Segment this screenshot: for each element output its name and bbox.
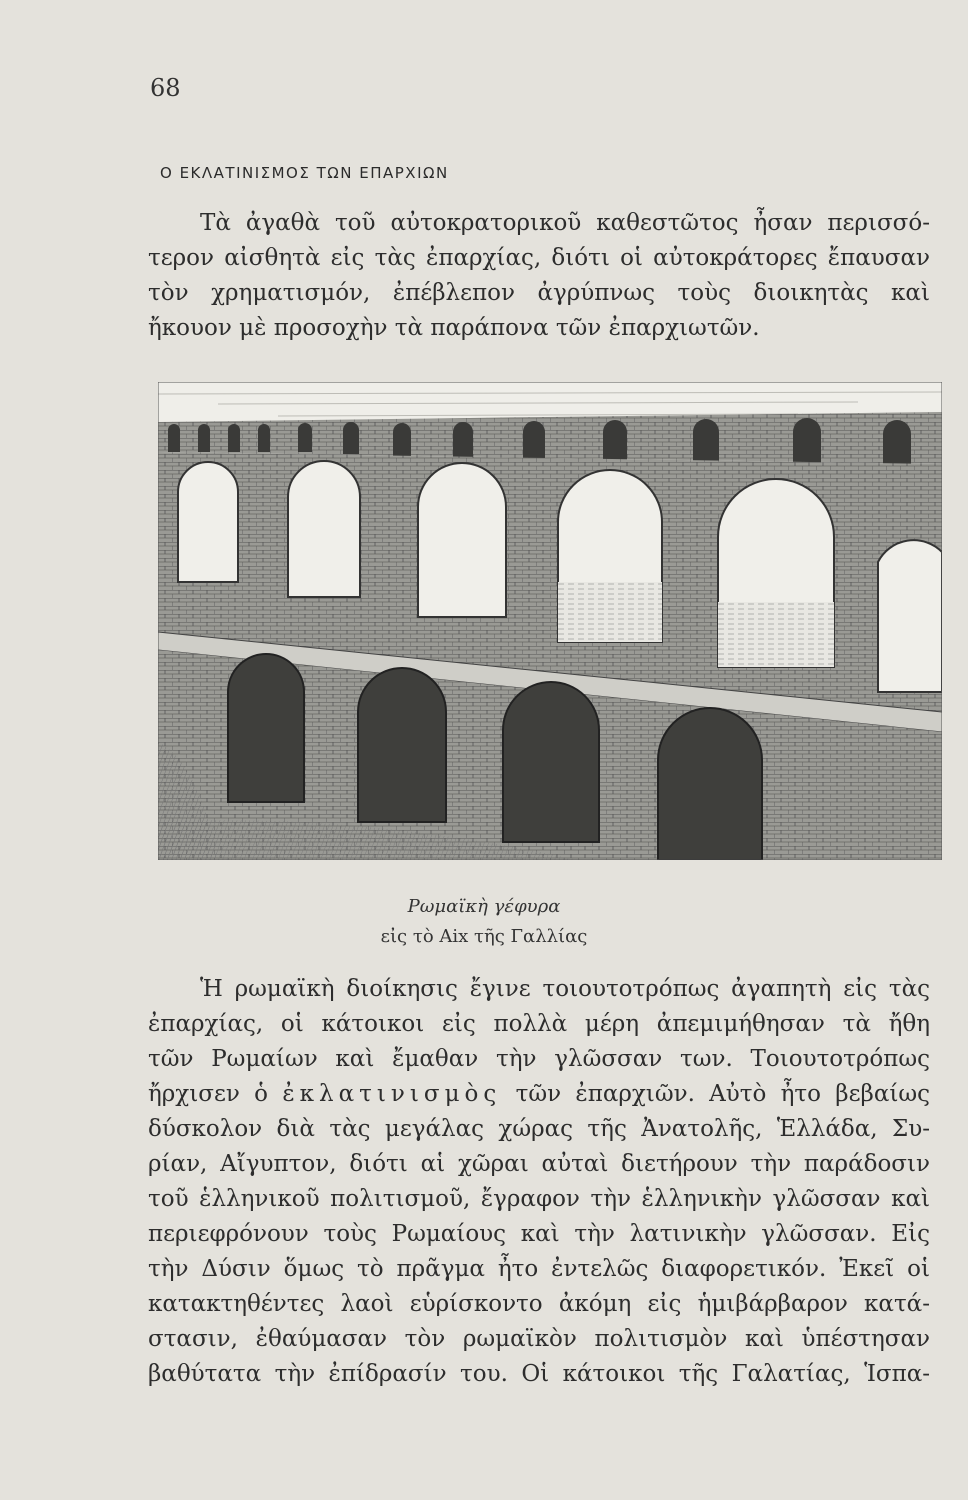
text-line: δύσκολον διὰ τὰς μεγάλας χώρας τῆς Ἀνατολῆς, Ἑλλάδα, Συ- [148, 1116, 930, 1142]
text-line: κατακτηθέντες λαοὶ εὑρίσκοντο ἀκόμη εἰς ἡμιβάρβαρον κατά- [148, 1291, 930, 1317]
text-line: βαθύτατα τὴν ἐπίδρασίν του. Οἱ κάτοικοι τῆς Γαλατίας, Ἱσπα- [148, 1361, 930, 1387]
text-line [148, 1077, 930, 1112]
text-line: τῶν Ρωμαίων καὶ ἔμαθαν τὴν γλῶσσαν των. Τοιουτοτρόπως [148, 1046, 930, 1072]
text-line: Ἡ ρωμαϊκὴ διοίκησις ἔγινε τοιουτοτρόπως ἀγαπητὴ εἰς τὰς [200, 976, 930, 1002]
figure-caption-title: Ρωμαϊκὴ γέφυρα [407, 896, 561, 917]
text-line: στασιν, ἐθαύμασαν τὸν ρωμαϊκὸν πολιτισμὸν καὶ ὑπέστησαν [148, 1326, 930, 1352]
chapter-heading: Ο ΕΚΛΑΤΙΝΙΣΜΟΣ ΤΩΝ ΕΠΑΡΧΙΩΝ [160, 164, 449, 182]
text-line: τὴν Δύσιν ὅμως τὸ πρᾶγμα ἦτο ἐντελῶς διαφορετικόν. Ἐκεῖ οἱ [148, 1256, 930, 1282]
text-line: τοῦ ἑλληνικοῦ πολιτισμοῦ, ἔγραφον τὴν ἑλληνικὴν γλῶσσαν καὶ [148, 1186, 930, 1212]
text-line: ἤκουον μὲ προσοχὴν τὰ παράπονα τῶν ἐπαρχιωτῶν. [148, 315, 760, 341]
text-line: περιεφρόνουν τοὺς Ρωμαίους καὶ τὴν λατινικὴν γλῶσσαν. Εἰς [148, 1221, 930, 1247]
aqueduct-engraving [158, 382, 942, 860]
text-line: ρίαν, Αἴγυπτον, διότι αἱ χῶραι αὐταὶ διετήρουν τὴν παράδοσιν [148, 1151, 930, 1177]
text-fragment: ἤρχισεν ὁ [148, 1081, 269, 1107]
paragraph-2 [148, 972, 930, 1392]
text-line: ἐπαρχίας, οἱ κάτοικοι εἰς πολλὰ μέρη ἀπεμιμήθησαν τὰ ἤθη [148, 1011, 930, 1037]
text-fragment: τῶν ἐπαρχιῶν. Αὐτὸ ἦτο βεβαίως [515, 1081, 931, 1107]
text-line: τὸν χρηματισμόν, ἐπέβλεπον ἀγρύπνως τοὺς διοικητὰς καὶ [148, 280, 930, 306]
emphasized-term: ἐκλατινισμὸς [282, 1081, 502, 1107]
text-line: τερον αἰσθητὰ εἰς τὰς ἐπαρχίας, διότι οἱ αὐτοκράτορες ἔπαυσαν [148, 245, 930, 271]
page-number: 68 [150, 74, 181, 102]
figure-caption-subtitle: εἰς τὸ Aix τῆς Γαλλίας [380, 926, 588, 947]
paragraph-1 [148, 206, 930, 346]
text-line: Τὰ ἀγαθὰ τοῦ αὐτοκρατορικοῦ καθεστῶτος ἦσαν περισσό- [200, 210, 930, 236]
aqueduct-illustration [158, 382, 942, 860]
